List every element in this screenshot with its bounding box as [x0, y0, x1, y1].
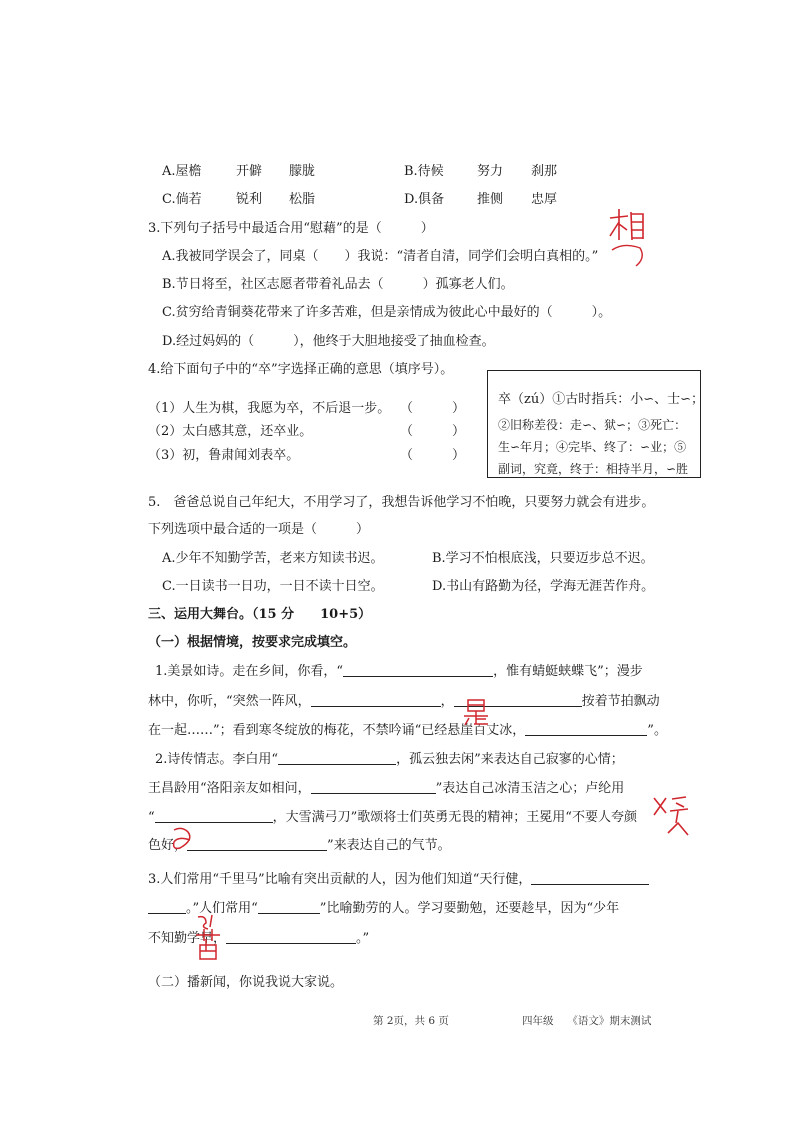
q2-opt-b-2: 努力 — [477, 164, 504, 179]
blank-11[interactable] — [258, 900, 320, 914]
blank-10[interactable] — [148, 900, 186, 914]
q5-option-d: D.书山有路勤为径，学海无涯苦作舟。 — [432, 579, 655, 594]
correction-mark-1 — [606, 206, 650, 272]
q5-option-c: C.一日读书一日功，一日不读十日空。 — [162, 579, 384, 594]
p2-text-a: 2.诗传情志。李白用“ — [155, 752, 279, 767]
correction-mark-5 — [192, 913, 224, 965]
q3-option-d: D.经过妈妈的（ ），他终于大胆地接受了抽血检查。 — [162, 334, 495, 349]
q2-opt-d-3: 忠厚 — [531, 192, 558, 207]
p2-text-c: 王昌龄用“洛阳亲友如相问， — [148, 781, 311, 796]
blank-1[interactable] — [343, 663, 493, 677]
exam-title: 四年级 《语文》期末测试 — [522, 1015, 652, 1027]
q4-answer-3[interactable]: （ ） — [400, 448, 466, 463]
q2-opt-d-2: 推侧 — [477, 192, 504, 207]
p3-line-1 — [148, 868, 649, 887]
blank-4[interactable] — [525, 722, 647, 736]
definition-box — [487, 370, 705, 478]
subsection-2-title: （二）播新闻，你说我说大家说。 — [148, 975, 344, 990]
blank-7[interactable] — [155, 809, 273, 823]
p2-text-f: ，大雪满弓刀”歌颂将士们英勇无畏的精神；王冕用“不要人夸颜 — [272, 810, 637, 825]
p1-text-c: 林中，你听，“突然一阵风， — [148, 694, 311, 709]
p2-text-b: ，孤云独去闲”来表达自己寂寥的心情； — [396, 752, 624, 767]
p1-text-a: 1.美景如诗。走在乡间，你看，“ — [155, 664, 344, 679]
correction-mark-2 — [460, 697, 494, 727]
p3-line-3 — [148, 927, 369, 946]
q2-opt-c-3: 松脂 — [289, 192, 316, 207]
blank-8[interactable] — [187, 837, 327, 851]
q2-opt-a-2: 开僻 — [236, 164, 263, 179]
blank-5[interactable] — [278, 751, 396, 765]
correction-mark-3 — [648, 793, 692, 841]
q5-option-a: A.少年不知勤学苦，老来方知读书迟。 — [162, 551, 384, 566]
definition-line-4: 副词，究竟，终于：相持半月，∽胜 — [498, 462, 689, 476]
blank-9[interactable] — [531, 871, 649, 885]
q5-option-b: B.学习不怕根底浅，只要迈步总不迟。 — [432, 551, 654, 566]
p1-text-f: 在一起……”；看到寒冬绽放的梅花，不禁吟诵“已经悬崖百丈冰， — [148, 723, 526, 738]
q2-opt-b-3: 刹那 — [531, 164, 558, 179]
q3-option-b: B.节日将至，社区志愿者带着礼品去（ ）孤寡老人们。 — [162, 277, 514, 292]
blank-6[interactable] — [311, 780, 436, 794]
q4-answer-1[interactable]: （ ） — [400, 401, 466, 416]
q2-opt-a-3: 朦胧 — [289, 164, 316, 179]
section-3-title: 三、运用大舞台。（15 分 10+5） — [148, 607, 372, 622]
p1-text-d: ， — [440, 694, 454, 709]
q4-sentence-3: （3）初，鲁肃闻刘表卒。 — [148, 448, 300, 463]
p1-text-e: 按着节拍飘动 — [581, 694, 660, 709]
p2-line-1 — [155, 748, 624, 767]
p2-line-3 — [148, 806, 637, 825]
q5-stem-2: 下列选项中最合适的一项是（ ） — [148, 522, 370, 537]
p1-text-b: ，惟有蜻蜓蛱蝶飞”；漫步 — [493, 664, 643, 679]
correction-mark-4 — [168, 826, 198, 854]
q2-opt-a-1: A.屋檐 — [162, 164, 202, 179]
q4-sentence-2: （2）太白感其意，还卒业。 — [148, 424, 313, 439]
p2-text-e: “ — [148, 810, 155, 825]
q4-stem: 4.给下面句子中的“卒”字选择正确的意思（填序号）。 — [148, 362, 454, 377]
q2-opt-c-2: 锐利 — [236, 192, 263, 207]
p3-text-c: ”比喻勤劳的人。学习要勤勉，还要趁早，因为“少年 — [319, 901, 620, 916]
p3-text-e: 。” — [356, 931, 370, 946]
p3-text-b: 。”人们常用“ — [186, 901, 258, 916]
blank-2[interactable] — [311, 693, 441, 707]
definition-line-1: 卒（zú）①古时指兵：小∽、士∽； — [498, 392, 705, 407]
p2-line-2 — [148, 777, 624, 796]
blank-12[interactable] — [226, 930, 356, 944]
p1-line-3 — [148, 719, 667, 738]
q2-opt-c-1: C.倘若 — [162, 192, 202, 207]
q3-option-c: C.贫穷给青铜葵花带来了许多苦难，但是亲情成为彼此心中最好的（ ）。 — [162, 305, 612, 320]
q2-opt-d-1: D.俱备 — [404, 192, 445, 207]
subsection-1-title: （一）根据情境，按要求完成填空。 — [148, 635, 357, 650]
definition-line-2: ②旧称差役：走∽、狱∽；③死亡： — [498, 418, 687, 432]
q3-stem: 3.下列句子括号中最适合用“慰藉”的是（ ） — [148, 221, 434, 236]
p1-line-2 — [148, 690, 660, 709]
q4-answer-2[interactable]: （ ） — [400, 424, 466, 439]
p1-line-1 — [155, 660, 643, 679]
p2-text-h: ”来表达自己的气节。 — [327, 838, 451, 853]
p2-text-d: ”表达自己冰清玉洁之心；卢纶用 — [435, 781, 625, 796]
p3-text-d: 不知勤学早， — [148, 931, 227, 946]
q5-stem: 5. 爸爸总说自己年纪大，不用学习了，我想告诉他学习不怕晚，只要努力就会有进步。 — [148, 495, 655, 510]
p2-text-g: 色好， — [148, 838, 188, 853]
q2-opt-b-1: B.待候 — [404, 164, 444, 179]
p3-text-a: 3.人们常用“千里马”比喻有突出贡献的人，因为他们知道“天行健， — [148, 872, 532, 887]
p1-text-g: ”。 — [647, 723, 667, 738]
q4-sentence-1: （1）人生为棋，我愿为卒，不后退一步。 — [148, 401, 391, 416]
q3-option-a: A.我被同学误会了，同桌（ ）我说：“清者自清，同学们会明白真相的。” — [162, 249, 599, 264]
definition-line-3: 生∽年月；④完毕、终了：∽业；⑤ — [498, 440, 687, 454]
page-number: 第 2页，共 6 页 — [373, 1015, 449, 1027]
